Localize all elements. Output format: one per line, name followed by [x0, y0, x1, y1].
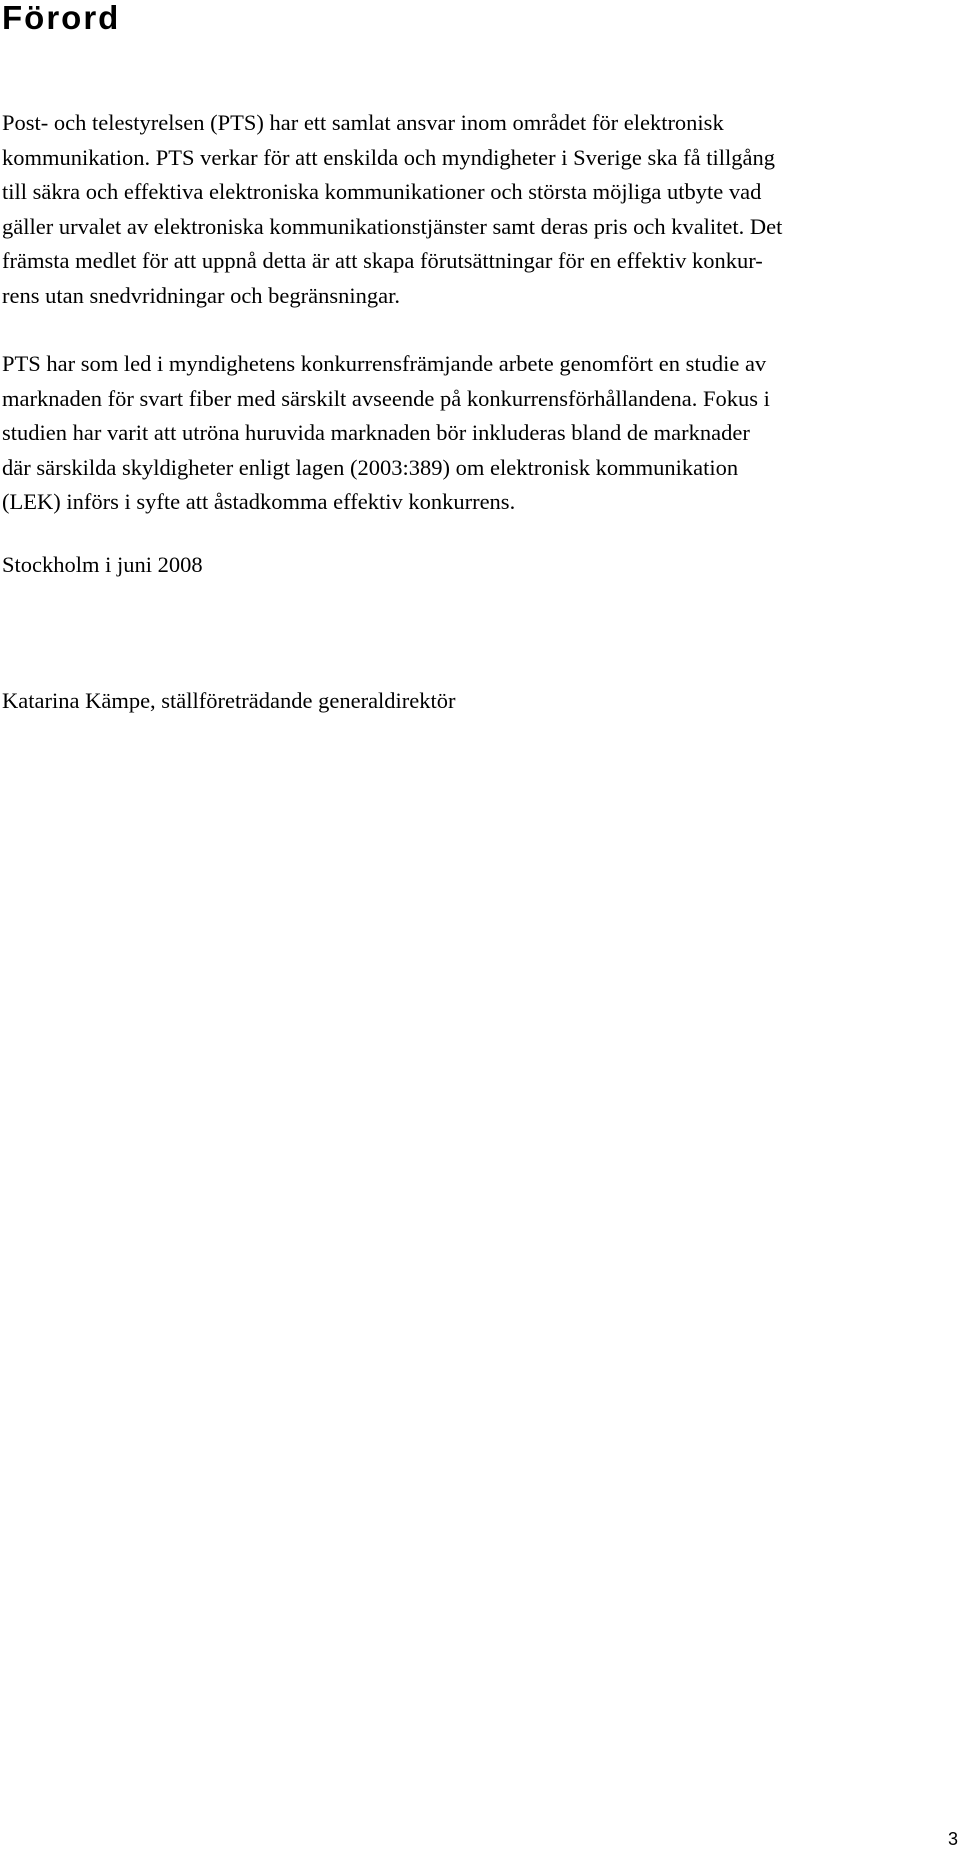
paragraph-line: främsta medlet för att uppnå detta är att skapa förutsättningar för en effektiv konkur-: [2, 248, 763, 274]
page-title: Förord: [2, 0, 121, 36]
paragraph-line: kommunikation. PTS verkar för att enskilda och myndigheter i Sverige ska få tillgång: [2, 144, 775, 170]
paragraph-line: Post- och telestyrelsen (PTS) har ett samlat ansvar inom området för elektronisk: [2, 110, 724, 135]
date-line: Stockholm i juni 2008: [2, 552, 203, 577]
paragraph-line: gäller urvalet av elektroniska kommunikationstjänster samt deras pris och kvalitet. Det: [2, 213, 783, 239]
signature-line: Katarina Kämpe, ställföreträdande generaldirektör: [2, 688, 456, 713]
paragraph-line: där särskilda skyldigheter enligt lagen (2003:389) om elektronisk kommunikation: [2, 454, 739, 480]
paragraph-line: till säkra och effektiva elektroniska kommunikationer och största möjliga utbyte vad: [2, 179, 762, 205]
paragraph-line: (LEK) införs i syfte att åstadkomma effektiv konkurrens.: [2, 489, 516, 515]
paragraph-line: marknaden för svart fiber med särskilt avseende på konkurrensförhållandena. Fokus i: [2, 385, 770, 411]
paragraph-line: studien har varit att utröna huruvida marknaden bör inkluderas bland de marknader: [2, 420, 750, 446]
paragraph-line: PTS har som led i myndighetens konkurrensfrämjande arbete genomfört en studie av: [2, 351, 767, 376]
page-number: 3: [947, 1829, 958, 1849]
paragraph-intro: [2, 106, 950, 314]
paragraph-line: rens utan snedvridningar och begränsningar.: [2, 282, 401, 308]
paragraph-study: [2, 347, 950, 520]
